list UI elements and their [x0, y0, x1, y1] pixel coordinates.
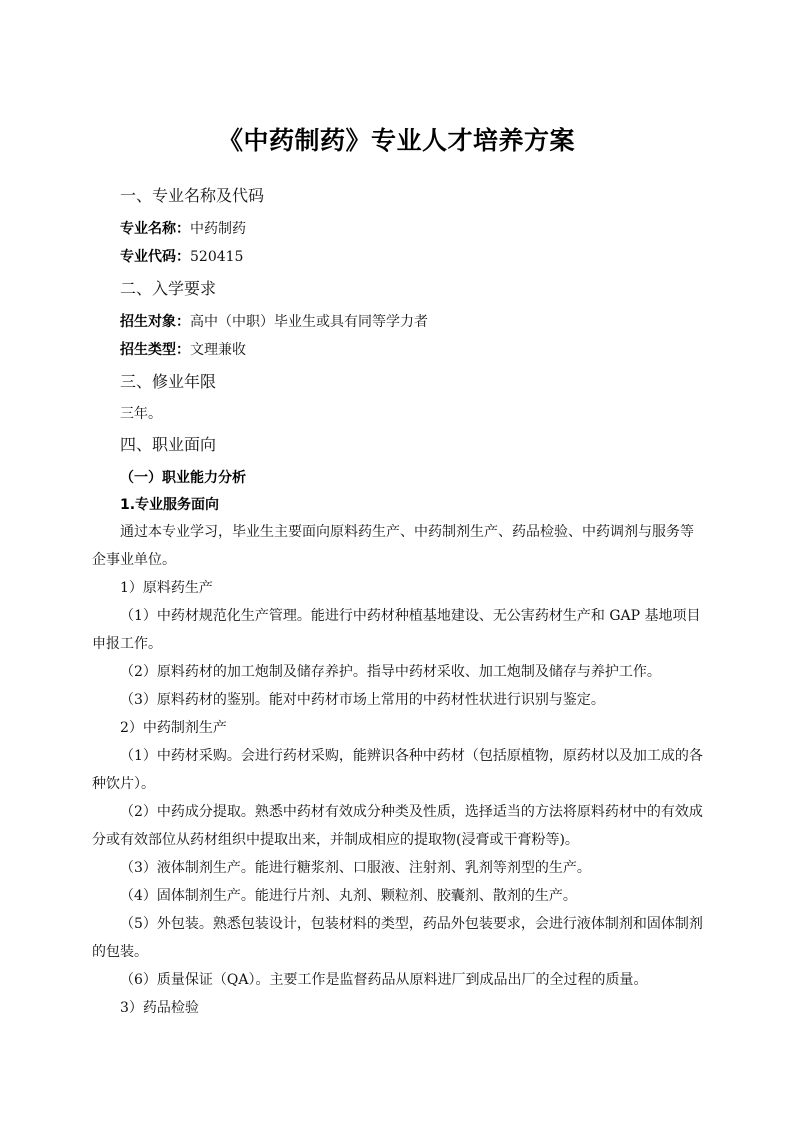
list-item-raw-1-line2: 申报工作。: [92, 636, 162, 652]
enroll-target-row: [120, 311, 428, 331]
duration-value: 三年。: [120, 406, 162, 422]
document-title: 《中药制药》专业人才培养方案: [217, 126, 575, 155]
list-item-prep-1-line2: 种饮片）。: [92, 776, 155, 792]
list-item-prep-2-line1: （2）中药成分提取。熟悉中药材有效成分种类及性质，选择适当的方法将原料药材中的有效成: [120, 804, 703, 820]
section-heading-career: 四、职业面向: [120, 435, 217, 454]
list-item-prep-4: （4）固体制剂生产。能进行片剂、丸剂、颗粒剂、胶囊剂、散剂的生产。: [120, 888, 577, 904]
list-item-prep-3: （3）液体制剂生产。能进行糖浆剂、口服液、注射剂、乳剂等剂型的生产。: [120, 860, 591, 876]
list-item-raw-2: （2）原料药材的加工炮制及储存养护。指导中药材采收、加工炮制及储存与养护工作。: [120, 664, 661, 680]
enroll-target-value: 高中（中职）毕业生或具有同等学力者: [190, 314, 428, 330]
subsection-heading-service: 1.专业服务面向: [120, 497, 220, 513]
major-code-label: 专业代码：: [120, 249, 190, 265]
section-heading-duration: 三、修业年限: [120, 372, 217, 391]
section-heading-major: 一、专业名称及代码: [120, 186, 265, 205]
subsection-heading-ability: （一）职业能力分析: [120, 470, 246, 486]
intro-paragraph-line1: 通过本专业学习，毕业生主要面向原料药生产、中药制剂生产、药品检验、中药调剂与服务等: [120, 524, 694, 540]
list-item-raw-3: （3）原料药材的鉴别。能对中药材市场上常用的中药材性状进行识别与鉴定。: [120, 692, 605, 708]
list-item-prep-5-line2: 的包装。: [92, 944, 148, 960]
major-name-label: 专业名称：: [120, 221, 190, 237]
enroll-target-label: 招生对象：: [120, 314, 190, 330]
list-item-prep-1-line1: （1）中药材采购。会进行药材采购，能辨识各种中药材（包括原植物，原药材以及加工成的各: [120, 748, 703, 764]
list-item-prep-2-line2: 分或有效部位从药材组织中提取出来，并制成相应的提取物(浸膏或干膏粉等)。: [92, 832, 579, 848]
list-heading-inspection: 3）药品检验: [120, 1000, 199, 1016]
list-item-raw-1-line1: （1）中药材规范化生产管理。能进行中药材种植基地建设、无公害药材生产和 GAP 基地项目: [120, 608, 701, 624]
section-heading-admission: 二、入学要求: [120, 279, 217, 298]
list-heading-preparation: 2）中药制剂生产: [120, 720, 227, 736]
major-code-value: 520415: [190, 249, 244, 265]
enroll-type-value: 文理兼收: [190, 342, 246, 358]
enroll-type-label: 招生类型：: [120, 342, 190, 358]
list-item-prep-6: （6）质量保证（QA）。主要工作是监督药品从原料进厂到成品出厂的全过程的质量。: [120, 972, 648, 988]
major-name-row: [120, 218, 246, 238]
list-item-prep-5-line1: （5）外包装。熟悉包装设计，包装材料的类型，药品外包装要求，会进行液体制剂和固体制剂: [120, 916, 703, 932]
major-name-value: 中药制药: [190, 221, 246, 237]
major-code-row: [120, 246, 243, 266]
enroll-type-row: [120, 339, 246, 359]
list-heading-raw-material: 1）原料药生产: [120, 580, 213, 596]
intro-paragraph-line2: 企事业单位。: [92, 552, 176, 568]
